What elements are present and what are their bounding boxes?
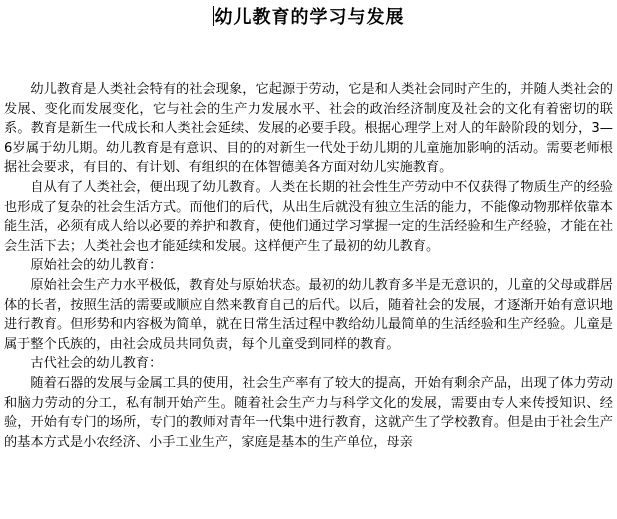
paragraph-origin: 自从有了人类社会，便出现了幼儿教育。人类在长期的社会性生产劳动中不仅获得了物质生产的经验也形成了复杂的社会生活方式。而他们的后代，从出生后就没有独立生活的能力，不能像动物那样依靠本能生活，必须有成人给以必要的养护和教育，使他们通过学习掌握一定的生活经验和生产经验，才能在社会生活下去；人类社会也才能延续和发展。这样便产生了最初的幼儿教育。 [4, 179, 613, 254]
section-heading-ancient: 古代社会的幼儿教育： [30, 356, 163, 372]
paragraph-intro: 幼儿教育是人类社会特有的社会现象，它起源于劳动，它是和人类社会同时产生的，并随人类社会的发展、变化而发展变化，它与社会的生产力发展水平、社会的政治经济制度及社会的文化有着密切的联系。教育是新生一代成长和人类社会延续、发展的必要手段。根据心理学上对人的年龄阶段的划分，3—6岁属于幼儿期。幼儿教育是有意识、目的的对新生一代处于幼儿期的儿童施加影响的活动。需要老师根据社会要求，有目的、有计划、有组织的在体智德美各方面对幼儿实施教育。 [4, 82, 613, 176]
text-cursor [213, 6, 214, 26]
paragraph-ancient: 随着石器的发展与金属工具的使用，社会生产率有了较大的提高，开始有剩余产品，出现了体力劳动和脑力劳动的分工，私有制开始产生。随着社会生产力与科学文化的发展，需要由专人来传授知识、经验，开始有专门的场所，专门的教师对青年一代集中进行教育，这就产生了学校教育。但是由于社会生产的基本方式是小农经济、小手工业生产，家庭是基本的生产单位，母亲 [4, 375, 613, 450]
document-body [4, 80, 613, 452]
paragraph-primitive: 原始社会生产力水平极低，教育处与原始状态。最初的幼儿教育多半是无意识的，儿童的父母或群居体的长者，按照生活的需要或顺应自然来教育自己的后代。以后，随着社会的发展，才逐渐开始有意识地进行教育。但形势和内容极为简单，就在日常生活过程中教给幼儿最简单的生活经验和生产经验。儿童是属于整个氏族的，由社会成员共同负责，每个儿童受到同样的教育。 [4, 277, 613, 352]
document-title [0, 5, 617, 31]
section-heading-primitive: 原始社会的幼儿教育： [30, 258, 163, 274]
document-title-text: 幼儿教育的学习与发展 [214, 7, 405, 28]
